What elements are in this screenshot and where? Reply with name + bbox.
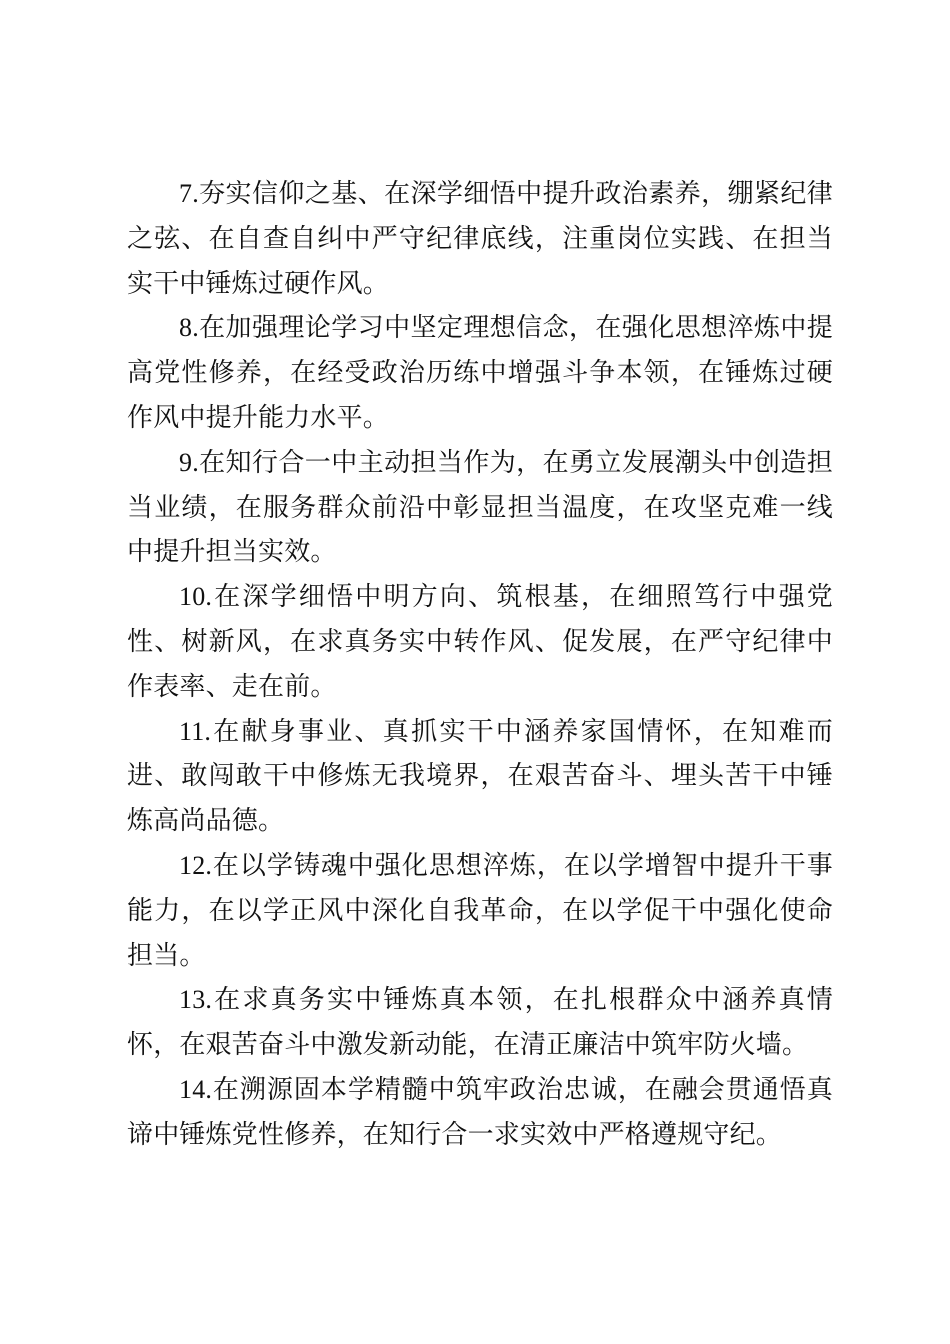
item-text: 在献身事业、真抓实干中涵养家国情怀，在知难而进、敢闯敢干中修炼无我境界，在艰苦奋斗、埋头苦干中锤炼高尚品德。 — [127, 716, 833, 837]
item-number: 10. — [179, 582, 213, 612]
item-text: 在溯源固本学精髓中筑牢政治忠诚，在融会贯通悟真谛中锤炼党性修养，在知行合一求实效中严格遵规守纪。 — [127, 1074, 833, 1150]
item-number: 12. — [179, 850, 213, 880]
list-item — [127, 1068, 833, 1158]
item-number: 14. — [179, 1074, 213, 1104]
item-text: 在加强理论学习中坚定理想信念，在强化思想淬炼中提高党性修养，在经受政治历练中增强斗争本领，在锤炼过硬作风中提升能力水平。 — [127, 313, 833, 433]
list-item — [127, 441, 833, 575]
item-number: 7. — [179, 179, 199, 208]
item-number: 9. — [179, 447, 199, 477]
item-number: 13. — [179, 985, 213, 1015]
item-text: 在求真务实中锤炼真本领，在扎根群众中涵养真情怀，在艰苦奋斗中激发新动能，在清正廉洁中筑牢防火墙。 — [127, 985, 833, 1061]
item-text: 在以学铸魂中强化思想淬炼，在以学增智中提升干事能力，在以学正风中深化自我革命，在以学促干中强化使命担当。 — [127, 850, 833, 971]
item-text: 在知行合一中主动担当作为，在勇立发展潮头中创造担当业绩，在服务群众前沿中彰显担当温度，在攻坚克难一线中提升担当实效。 — [127, 447, 833, 568]
list-item — [127, 575, 833, 709]
list-item — [127, 172, 833, 306]
list-item — [127, 978, 833, 1068]
item-number: 11. — [179, 716, 212, 746]
item-text: 在深学细悟中明方向、筑根基，在细照笃行中强党性、树新风，在求真务实中转作风、促发展，在严守纪律中作表率、走在前。 — [127, 582, 833, 702]
item-number: 8. — [179, 313, 199, 343]
list-item — [127, 306, 833, 440]
item-text: 夯实信仰之基、在深学细悟中提升政治素养，绷紧纪律之弦、在自查自纠中严守纪律底线，注重岗位实践、在担当实干中锤炼过硬作风。 — [127, 179, 833, 299]
list-item — [127, 710, 833, 844]
document-body — [127, 172, 833, 1158]
list-item — [127, 844, 833, 978]
